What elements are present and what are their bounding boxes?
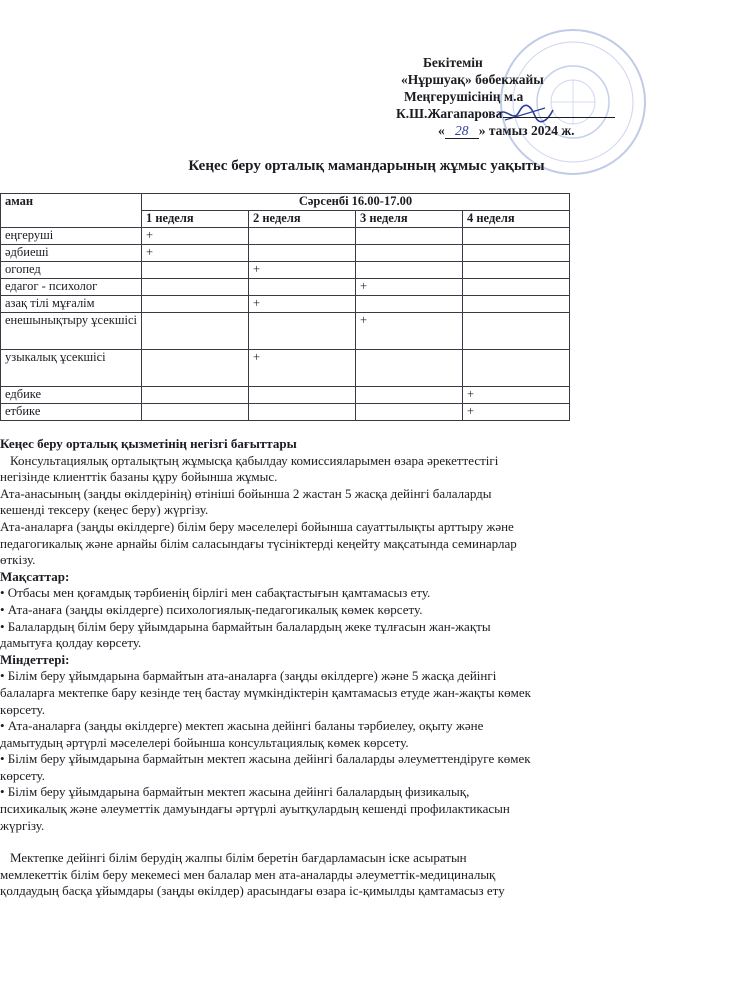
specialist-name: етбике [1, 404, 142, 421]
paragraph-line: психикалық және әлеуметтік дамуындағы әртүрлі ауытқулардың кешенді профилактикасын [0, 801, 510, 817]
schedule-mark [141, 296, 248, 313]
approval-org: «Нұршуақ» бөбекжайы [401, 72, 544, 87]
list-item: • Білім беру ұйымдарына бармайтын мектеп жасына дейінгі балаларды әлеуметтендіруге көмек [0, 751, 531, 767]
paragraph-line: негізінде клиенттік базаны құру бойынша жұмыс. [0, 469, 278, 485]
paragraph-line: Ата-анасының (заңды өкілдерінің) өтініші бойынша 2 жастан 5 жасқа дейінгі балаларды [0, 485, 492, 501]
specialist-name: едбике [1, 387, 142, 404]
list-item: • Балалардың білім беру ұйымдарына бармайтын балалардың жеке тұлғасын жан-жақты [0, 618, 491, 634]
schedule-mark: + [248, 262, 355, 279]
list-item: • Ата-анаға (заңды өкілдерге) психологиялық-педагогикалық көмек көрсету. [0, 601, 423, 617]
schedule-mark [355, 350, 462, 387]
schedule-mark [248, 279, 355, 296]
date-day: 28 [445, 124, 479, 139]
specialist-name: огопед [1, 262, 142, 279]
schedule-mark [462, 245, 569, 262]
schedule-mark [355, 296, 462, 313]
schedule-mark: + [141, 245, 248, 262]
approval-heading: Бекітемін [423, 55, 483, 70]
document-title: Кеңес беру орталық мамандарының жұмыс уақыты [188, 158, 545, 174]
schedule-mark [248, 387, 355, 404]
schedule-mark: + [462, 404, 569, 421]
schedule-mark [141, 404, 248, 421]
schedule-mark [248, 313, 355, 350]
day-header: Сәрсенбі 16.00-17.00 [141, 194, 569, 211]
schedule-mark [462, 350, 569, 387]
specialist-name: едагог - психолог [1, 279, 142, 296]
paragraph-line: дамытуға қолдау көрсету. [0, 635, 142, 651]
schedule-mark: + [248, 350, 355, 387]
signature-line [503, 116, 615, 118]
list-item: • Отбасы мен қоғамдық тәрбиенің бірлігі мен сабақтастығын қамтамасыз ету. [0, 585, 431, 601]
table-row [1, 350, 570, 387]
paragraph-line: кешенді тексеру (кеңес беру) жүргізу. [0, 502, 209, 518]
schedule-mark: + [141, 228, 248, 245]
schedule-mark: + [355, 313, 462, 350]
schedule-mark [141, 387, 248, 404]
specialist-name: әдбиеші [1, 245, 142, 262]
schedule-mark [462, 228, 569, 245]
table-row [1, 228, 570, 245]
paragraph-line: дамытудың әртүрлі мәселелері бойынша консультациялық көмек көрсету. [0, 734, 409, 750]
schedule-mark [355, 228, 462, 245]
schedule-mark [248, 245, 355, 262]
table-row [1, 387, 570, 404]
paragraph-line: қолдаудың басқа ұйымдары (заңды өкілдер) арасындағы өзара іс-қимылды қамтамасыз ету [0, 883, 505, 899]
schedule-mark [355, 387, 462, 404]
paragraph-line: педагогикалық және арнайы білім саласындағы түсініктерді кеңейту мақсатында семинарлар [0, 535, 517, 551]
schedule-mark [355, 404, 462, 421]
schedule-table [0, 193, 570, 421]
section-heading: Мақсаттар: [0, 568, 70, 584]
paragraph-line: көрсету. [0, 767, 45, 783]
paragraph-line: балаларға мектепке бару кезінде тең бастау мүмкіндіктерін қамтамасыз етуде жан-жақты көмек [0, 684, 531, 700]
paragraph-line: жүргізу. [0, 817, 45, 833]
list-item: • Білім беру ұйымдарына бармайтын ата-аналарға (заңды өкілдерге) және 5 жасқа дейінгі [0, 668, 497, 684]
table-header-row [1, 194, 570, 211]
paragraph-line: Ата-аналарға (заңды өкілдерге) білім беру мәселелері бойынша сауаттылықты арттыру және [0, 518, 514, 534]
table-row [1, 245, 570, 262]
week-header: 1 неделя [141, 211, 248, 228]
schedule-mark: + [462, 387, 569, 404]
specialist-name: узыкалық ұсекшісі [1, 350, 142, 387]
paragraph-line: Консультациялық орталықтың жұмысқа қабылдау комиссияларымен өзара әрекеттестігі [10, 452, 499, 468]
paragraph-line: мемлекеттік білім беру мекемесі мен балалар мен ата-аналарды әлеуметтік-медициналық [0, 866, 496, 882]
document-body [0, 436, 730, 900]
table-row [1, 313, 570, 350]
date-prefix: « [438, 123, 445, 138]
section-heading: Кеңес беру орталық қызметінің негізгі бағыттары [0, 436, 297, 451]
section-heading: Міндеттері: [0, 651, 70, 667]
list-item: • Ата-аналарға (заңды өкілдерге) мектеп жасына дейінгі баланы тәрбиелеу, оқыту және [0, 718, 484, 734]
list-item: • Білім беру ұйымдарына бармайтын мектеп жасына дейінгі балалардың физикалық, [0, 784, 470, 800]
table-row [1, 279, 570, 296]
schedule-mark [462, 279, 569, 296]
approval-role: Меңгерушісінің м.а [404, 89, 524, 104]
schedule-mark [248, 228, 355, 245]
schedule-mark [248, 404, 355, 421]
spacer [0, 834, 730, 850]
specialist-column-header: аман [1, 194, 142, 228]
date-suffix: » тамыз 2024 ж. [478, 123, 575, 138]
schedule-mark [462, 262, 569, 279]
paragraph-line: Мектепке дейінгі білім берудің жалпы білім беретін бағдарламасын іске асыратын [10, 850, 467, 866]
specialist-name: енешынықтыру ұсекшісі [1, 313, 142, 350]
schedule-mark [141, 313, 248, 350]
schedule-mark [141, 262, 248, 279]
schedule-mark [355, 245, 462, 262]
schedule-mark [141, 279, 248, 296]
table-row [1, 296, 570, 313]
schedule-mark: + [355, 279, 462, 296]
week-header: 2 неделя [248, 211, 355, 228]
specialist-name: еңгеруші [1, 228, 142, 245]
schedule-mark [462, 313, 569, 350]
week-header: 3 неделя [355, 211, 462, 228]
week-header: 4 неделя [462, 211, 569, 228]
approval-name: К.Ш.Жагапарова [396, 106, 503, 121]
schedule-mark [141, 350, 248, 387]
table-row [1, 404, 570, 421]
paragraph-line: көрсету. [0, 701, 45, 717]
table-row [1, 262, 570, 279]
approval-date [438, 122, 575, 139]
schedule-mark [462, 296, 569, 313]
schedule-mark: + [248, 296, 355, 313]
specialist-name: азақ тілі мұғалім [1, 296, 142, 313]
schedule-mark [355, 262, 462, 279]
paragraph-line: өткізу. [0, 552, 36, 568]
